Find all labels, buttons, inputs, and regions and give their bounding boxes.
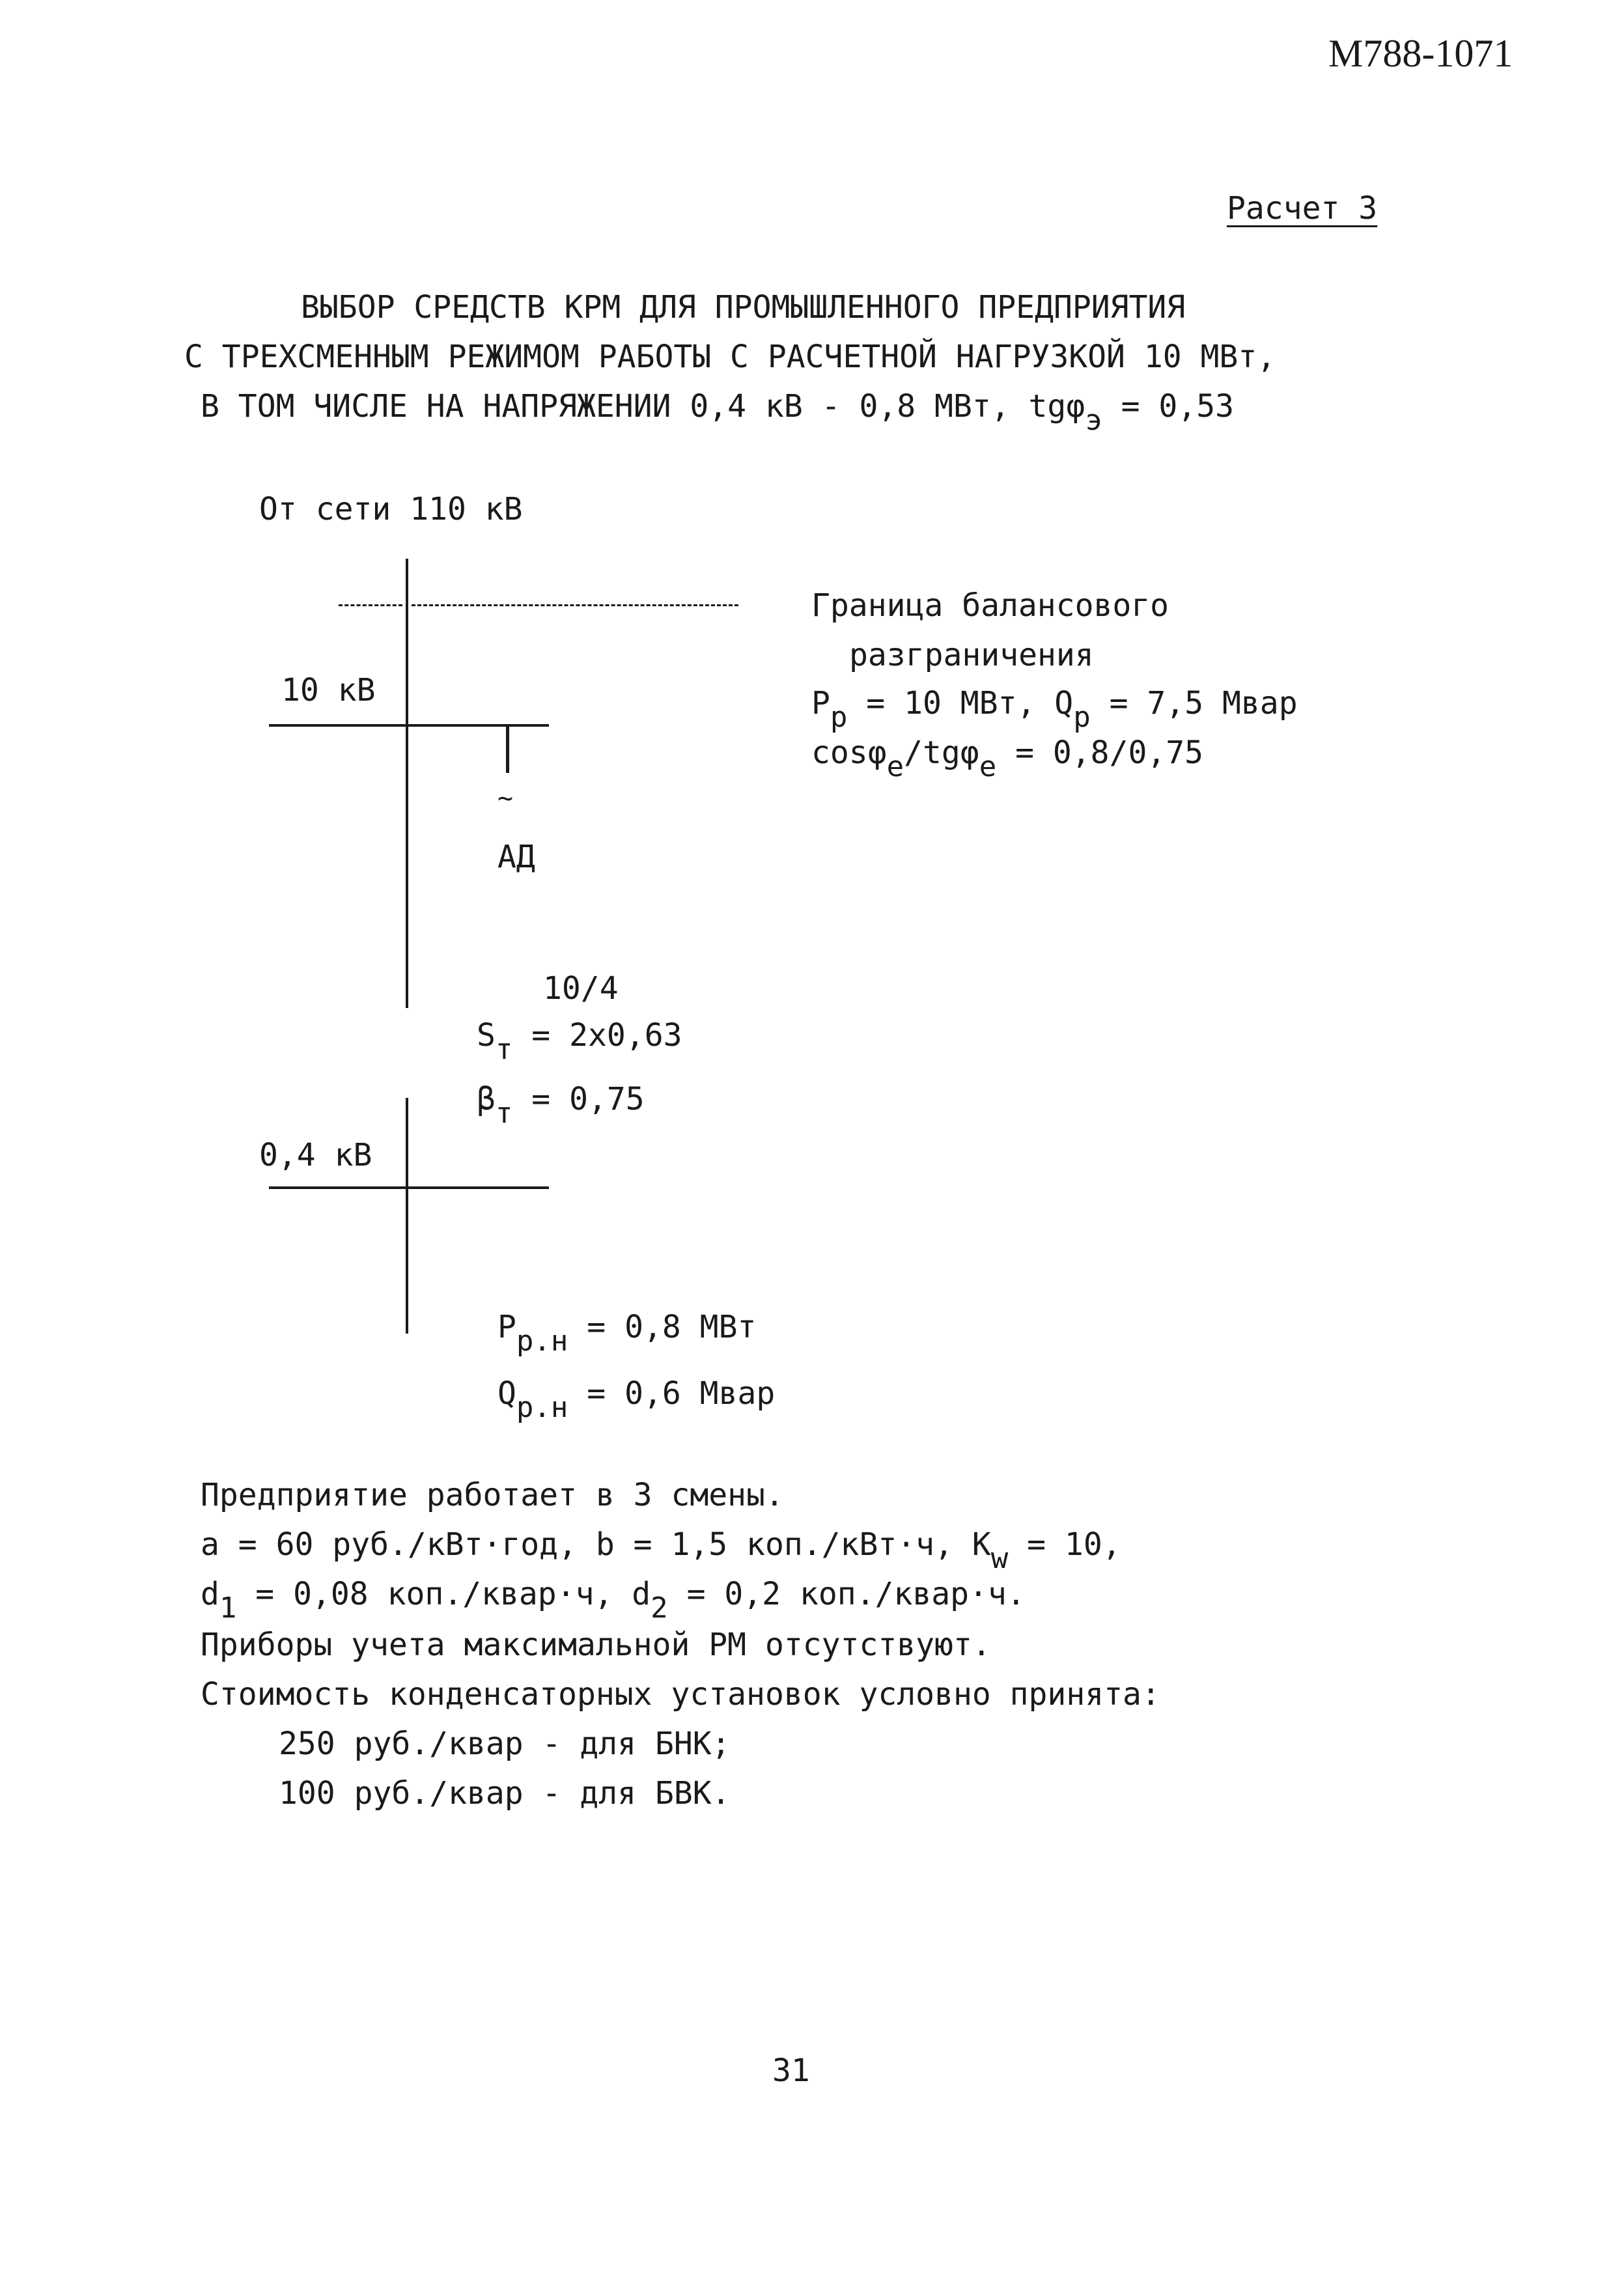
load-reactive-power: $Q_{р.н} = 0,6$ Мвар xyxy=(497,1375,776,1424)
cost-bnk-text: 250 руб./квар - для БНК; xyxy=(279,1726,731,1762)
title-line-3: В ТОМ ЧИСЛЕ НА НАПРЯЖЕНИИ 0,4 кВ - 0,8 МВт, tgφ$_э$ = 0,53 xyxy=(201,388,1235,437)
cost-intro-text: Стоимость конденсаторных установок условно принята: xyxy=(201,1676,1160,1713)
bus-04kv-label: 0,4 кВ xyxy=(259,1137,372,1173)
transformer-power: $S_т = 2x0,63$ xyxy=(477,1017,682,1066)
document-code: М788-1071 xyxy=(1328,32,1513,75)
feeder-line-lower xyxy=(406,1098,408,1334)
bus-10kv-label: 10 кВ xyxy=(281,672,376,708)
page-number: 31 xyxy=(772,2052,810,2089)
reactive-tariff-line: $d_1 = 0,08$ коп./квар·ч, $d_2 = 0,2$ коп./квар·ч. xyxy=(201,1576,1026,1625)
transformer-ratio: 10/4 xyxy=(543,970,619,1007)
calculation-label: Расчет 3 xyxy=(1227,190,1378,227)
tariff-line: a = 60 руб./кВт·год, b = 1,5 коп./кВт·ч, $K_w = 10$, xyxy=(201,1526,1121,1575)
boundary-label-line-2: разграничения xyxy=(849,637,1094,673)
title-line-1: ВЫБОР СРЕДСТВ КРМ ДЛЯ ПРОМЫШЛЕННОГО ПРЕДПРИЯТИЯ xyxy=(301,289,1186,326)
motor-symbol: ~ xyxy=(497,783,514,813)
load-active-power: $P_{р.н} = 0,8$ МВт xyxy=(497,1309,757,1358)
feeder-line-upper xyxy=(406,559,408,1008)
source-label: От сети 110 кВ xyxy=(259,491,523,527)
bus-04kv-line xyxy=(269,1186,549,1189)
boundary-dashed-line-right xyxy=(412,604,738,606)
boundary-label-line-1: Граница балансового xyxy=(811,587,1169,624)
power-factor-line: cosφ$_е$/tgφ$_е$ = 0,8/0,75 xyxy=(811,735,1204,783)
meters-text: Приборы учета максимальной РМ отсутствуют. xyxy=(201,1627,991,1663)
title-line-2: С ТРЕХСМЕННЫМ РЕЖИМОМ РАБОТЫ С РАСЧЕТНОЙ НАГРУЗКОЙ 10 МВт, xyxy=(184,339,1276,375)
shifts-text: Предприятие работает в 3 смены. xyxy=(201,1477,784,1513)
power-values-line: $P_р = 10$ МВт, $Q_р = 7,5$ Мвар xyxy=(811,685,1298,734)
motor-branch-line xyxy=(506,724,509,773)
boundary-dashed-line-left xyxy=(339,604,402,606)
cost-bvk-text: 100 руб./квар - для БВК. xyxy=(279,1775,731,1812)
transformer-load-factor: $\beta_т = 0,75$ xyxy=(477,1081,645,1130)
motor-label: АД xyxy=(497,839,535,875)
